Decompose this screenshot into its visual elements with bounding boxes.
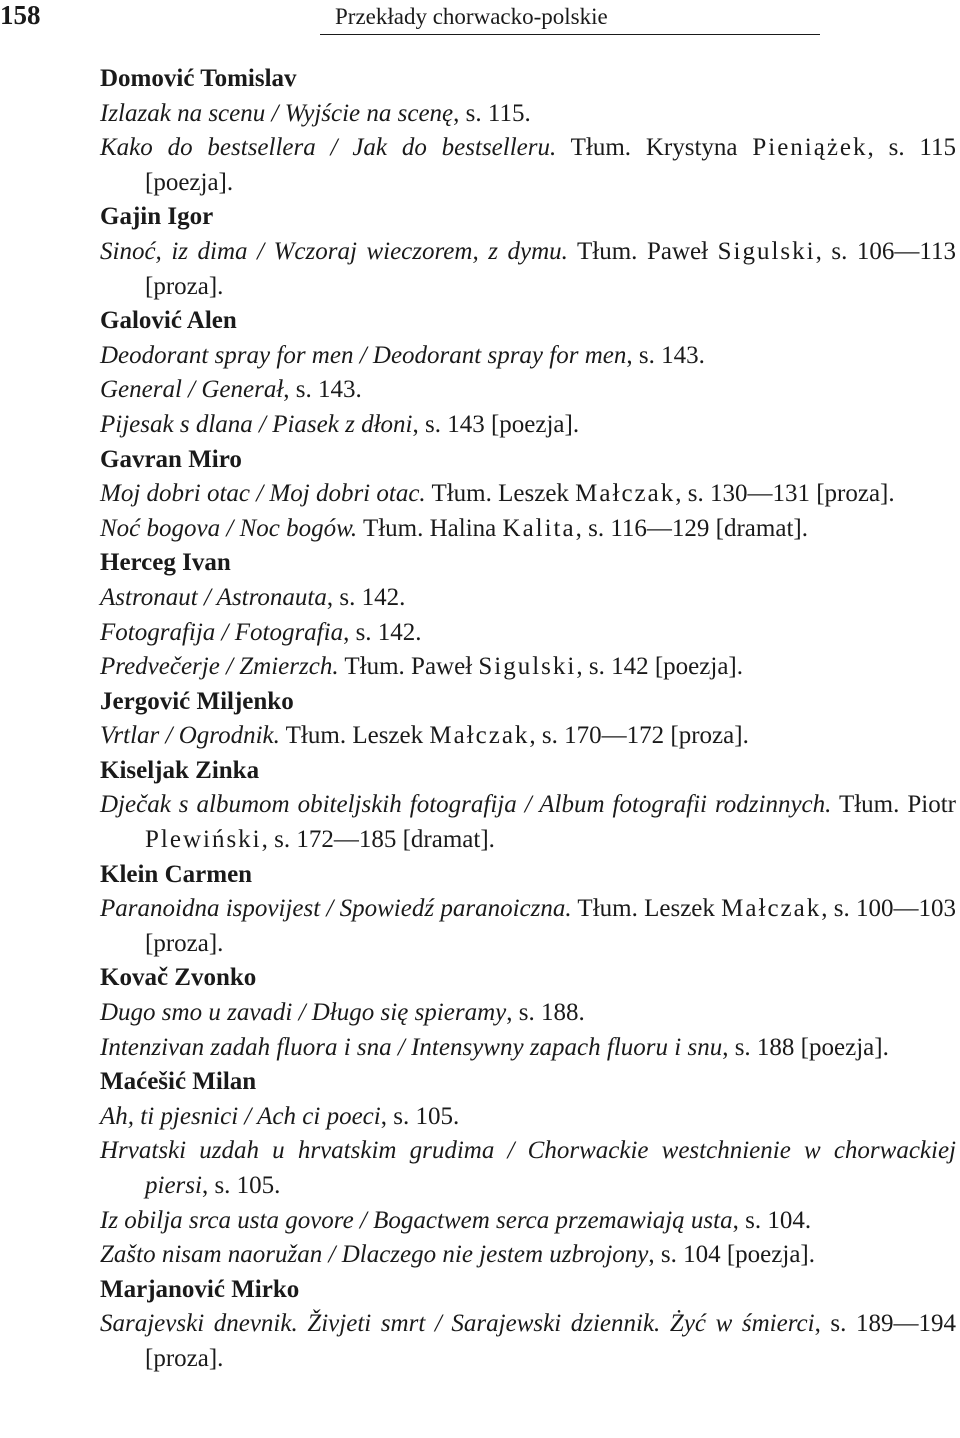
entry-title: Sinoć, iz dima / Wczoraj wieczorem, z dymu.	[100, 237, 568, 265]
entry-pages: , s. 142 [poezja].	[576, 653, 743, 681]
page-number: 158	[0, 0, 41, 30]
author-name: Herceg Ivan	[100, 549, 231, 577]
translator-surname: Plewiński	[145, 826, 262, 854]
bibliography-entry	[100, 235, 956, 304]
entry-pages: , s. 104 [poezja].	[648, 1241, 815, 1269]
translator-surname: Sigulski	[717, 237, 816, 265]
author-name: Jergović Miljenko	[100, 687, 294, 715]
entry-title: Predvečerje / Zmierzch.	[100, 653, 339, 681]
bibliography-entry	[100, 616, 956, 651]
entry-pages: , s. 105.	[380, 1102, 460, 1130]
translator-prefix: Tłum. Krystyna	[556, 134, 753, 162]
author-name: Domović Tomislav	[100, 65, 297, 92]
translator-surname: Sigulski	[478, 653, 577, 681]
translator-prefix: Tłum. Piotr	[831, 791, 956, 819]
entry-title: Noć bogova / Noc bogów.	[100, 514, 358, 542]
bibliography-entry	[100, 788, 956, 857]
entry-title: Iz obilja srca usta govore / Bogactwem serca przemawiają usta	[100, 1206, 733, 1234]
bibliography-entry	[100, 1100, 956, 1135]
translator-surname: Małczak	[721, 895, 822, 923]
author-name: Kiseljak Zinka	[100, 756, 260, 784]
bibliography-entry	[100, 477, 956, 512]
translator-prefix: Tłum. Halina	[357, 514, 503, 542]
entry-title: Intenzivan zadah fluora i sna / Intensywny zapach fluoru i snu	[100, 1033, 723, 1061]
entry-pages: , s. 142.	[343, 618, 422, 646]
bibliography-entry	[100, 650, 956, 685]
entry-title: Hrvatski uzdah u hrvatskim grudima / Chorwackie westchnienie w chorwackiej piersi	[100, 1137, 956, 1199]
author-name: Kovač Zvonko	[100, 964, 257, 992]
entry-pages: , s. 105.	[201, 1172, 281, 1199]
bibliography-entry	[100, 1238, 956, 1273]
entry-title: Dječak s albumom obiteljskih fotografija / Album fotografii rodzinnych.	[100, 791, 832, 819]
entry-title: Fotografija / Fotografia	[100, 618, 344, 646]
translator-prefix: Tłum. Paweł	[567, 237, 718, 265]
entry-title: Kako do bestsellera / Jak do bestselleru.	[100, 134, 557, 162]
entry-title: Ah, ti pjesnici / Ach ci poeci	[100, 1102, 381, 1130]
entry-pages: , s. 106—113 [proza].	[145, 237, 956, 300]
entry-title: Paranoidna ispovijest / Spowiedź paranoiczna.	[100, 895, 572, 923]
bibliography-entry	[100, 1204, 956, 1239]
author-name: Gavran Miro	[100, 445, 242, 473]
bibliography-entry	[100, 1307, 956, 1376]
entry-pages: , s. 116—129 [dramat].	[575, 514, 808, 542]
author-name: Klein Carmen	[100, 860, 253, 888]
bibliography-entry	[100, 581, 956, 616]
entry-pages: , s. 188.	[506, 999, 585, 1027]
running-head: Przekłady chorwacko-polskie	[335, 4, 608, 29]
entry-pages: , s. 100—103 [proza].	[145, 895, 957, 957]
entry-pages: , s. 104.	[732, 1206, 812, 1234]
translator-surname: Małczak	[429, 722, 530, 750]
author-name: Marjanović Mirko	[100, 1275, 300, 1303]
entry-title: Moj dobri otac / Moj dobri otac.	[100, 480, 426, 508]
entry-pages: , s. 143 [poezja].	[412, 410, 580, 438]
bibliography-entry	[100, 408, 956, 443]
entry-pages: , s. 142.	[326, 583, 406, 611]
translator-prefix: Tłum. Leszek	[279, 722, 430, 750]
translator-surname: Kalita	[502, 514, 576, 542]
bibliography-entry	[100, 1031, 956, 1066]
entry-pages: , s. 170—172 [proza].	[529, 722, 749, 750]
entry-title: Izlazak na scenu / Wyjście na scenę	[100, 99, 454, 127]
entry-title: Zašto nisam naoružan / Dlaczego nie jestem uzbrojony	[100, 1241, 649, 1269]
entry-title: Vrtlar / Ogrodnik.	[100, 722, 280, 750]
bibliography-entry	[100, 1134, 956, 1203]
bibliography-entry	[100, 373, 956, 408]
bibliography-entry	[100, 339, 956, 374]
translator-surname: Małczak	[575, 480, 676, 508]
bibliography-list	[100, 62, 956, 1377]
entry-title: General / Generał	[100, 376, 284, 404]
translator-prefix: Tłum. Paweł	[338, 653, 479, 681]
bibliography-entry	[100, 131, 956, 200]
entry-pages: , s. 143.	[283, 376, 362, 404]
entry-pages: , s. 115.	[453, 99, 531, 127]
translator-prefix: Tłum. Leszek	[571, 895, 722, 923]
entry-title: Dugo smo u zavadi / Długo się spieramy	[100, 999, 507, 1027]
bibliography-entry	[100, 996, 956, 1031]
entry-title: Deodorant spray for men / Deodorant spray for men	[100, 341, 627, 369]
entry-pages: , s. 115 [poezja].	[145, 134, 956, 196]
entry-pages: , s. 189—194 [proza].	[145, 1310, 956, 1372]
entry-title: Sarajevski dnevnik. Živjeti smrt / Sarajewski dziennik. Żyć w śmierci	[100, 1310, 815, 1338]
entry-title: Pijesak s dlana / Piasek z dłoni	[100, 410, 413, 438]
entry-pages: , s. 188 [poezja].	[722, 1033, 889, 1061]
translator-surname: Pieniążek	[752, 134, 868, 162]
bibliography-entry	[100, 719, 956, 754]
bibliography-entry	[100, 512, 956, 547]
author-name: Maćešić Milan	[100, 1068, 257, 1096]
translator-prefix: Tłum. Leszek	[425, 480, 576, 508]
entry-pages: , s. 130—131 [proza].	[675, 480, 895, 508]
bibliography-entry	[100, 892, 956, 961]
header-rule	[320, 34, 820, 35]
entry-pages: , s. 172—185 [dramat].	[261, 826, 495, 854]
author-name: Gajin Igor	[100, 203, 214, 231]
bibliography-entry	[100, 97, 956, 132]
entry-title: Astronaut / Astronauta	[100, 583, 327, 611]
entry-pages: , s. 143.	[626, 341, 705, 369]
author-name: Galović Alen	[100, 307, 237, 335]
